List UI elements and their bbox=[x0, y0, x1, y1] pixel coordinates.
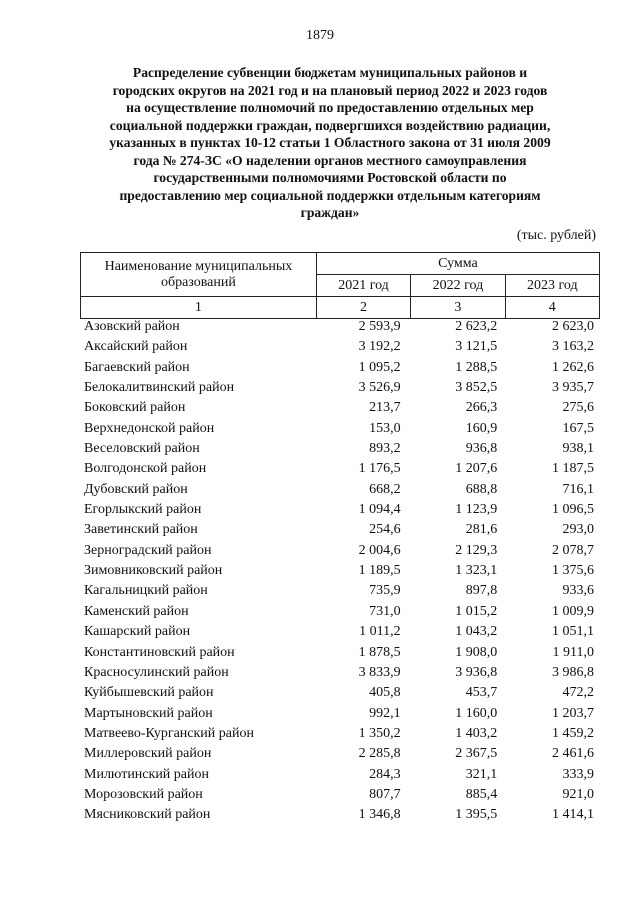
row-name-cell: Мясниковский район bbox=[84, 807, 211, 823]
column-header-sum: Сумма bbox=[316, 253, 599, 275]
column-header-2021: 2021 год bbox=[316, 275, 410, 297]
value-2022-cell: 1 207,6 bbox=[455, 461, 498, 477]
row-name-cell: Красносулинский район bbox=[84, 664, 229, 680]
row-name-cell: Матвеево-Курганский район bbox=[84, 725, 254, 741]
data-table bbox=[80, 317, 600, 826]
row-name-cell: Зерноградский район bbox=[84, 542, 212, 558]
row-name-cell: Дубовский район bbox=[84, 481, 188, 497]
row-name-cell: Егорлыкский район bbox=[84, 502, 202, 518]
value-2021-cell: 1 176,5 bbox=[358, 461, 401, 477]
value-2023-cell: 472,2 bbox=[562, 685, 594, 701]
value-2022-cell: 2 623,2 bbox=[455, 319, 498, 334]
value-2021-cell: 284,3 bbox=[369, 766, 401, 782]
table-row bbox=[80, 419, 600, 439]
value-2023-cell: 2 461,6 bbox=[552, 746, 594, 762]
row-name-cell: Кагальницкий район bbox=[84, 583, 208, 599]
value-2022-cell: 160,9 bbox=[465, 420, 498, 436]
value-2022-cell: 1 403,2 bbox=[455, 725, 498, 741]
value-2021-cell: 2 004,6 bbox=[358, 542, 401, 558]
value-2021-cell: 1 346,8 bbox=[358, 807, 401, 823]
table-row bbox=[80, 337, 600, 357]
row-name-cell: Боковский район bbox=[84, 400, 186, 416]
table-row bbox=[80, 805, 600, 825]
value-2022-cell: 1 015,2 bbox=[455, 603, 498, 619]
value-2021-cell: 1 011,2 bbox=[359, 624, 401, 640]
value-2023-cell: 1 414,1 bbox=[552, 807, 594, 823]
column-number: 2 bbox=[316, 297, 410, 319]
value-2022-cell: 1 160,0 bbox=[455, 705, 498, 721]
value-2022-cell: 1 043,2 bbox=[455, 624, 498, 640]
table-row bbox=[80, 541, 600, 561]
value-2023-cell: 1 262,6 bbox=[552, 359, 594, 375]
column-header-name: Наименование муниципальных образований bbox=[81, 253, 317, 297]
page-number: 1879 bbox=[306, 28, 334, 43]
row-name-cell: Морозовский район bbox=[84, 786, 203, 802]
value-2021-cell: 1 878,5 bbox=[358, 644, 401, 660]
table-row bbox=[80, 663, 600, 683]
table-row bbox=[80, 683, 600, 703]
value-2023-cell: 1 051,1 bbox=[552, 624, 594, 640]
value-2022-cell: 1 908,0 bbox=[455, 644, 498, 660]
table-row bbox=[80, 561, 600, 581]
value-2023-cell: 3 163,2 bbox=[552, 339, 594, 355]
value-2022-cell: 321,1 bbox=[465, 766, 498, 782]
value-2021-cell: 807,7 bbox=[369, 786, 401, 802]
value-2022-cell: 453,7 bbox=[465, 685, 498, 701]
column-number: 1 bbox=[81, 297, 317, 319]
value-2023-cell: 1 096,5 bbox=[552, 502, 594, 518]
value-2022-cell: 897,8 bbox=[465, 583, 498, 599]
title-line: городских округов на 2021 год и на плановый период 2022 и 2023 годов bbox=[112, 82, 548, 98]
value-2023-cell: 293,0 bbox=[562, 522, 594, 538]
value-2022-cell: 281,6 bbox=[465, 522, 498, 538]
table-row bbox=[80, 480, 600, 500]
table-row bbox=[80, 622, 600, 642]
title-line: на осуществление полномочий по предоставлению отдельных мер bbox=[126, 100, 534, 115]
value-2023-cell: 921,0 bbox=[562, 786, 594, 802]
value-2023-cell: 1 375,6 bbox=[552, 563, 594, 579]
value-2023-cell: 938,1 bbox=[562, 441, 594, 457]
value-2023-cell: 3 986,8 bbox=[552, 664, 594, 680]
value-2022-cell: 266,3 bbox=[465, 400, 498, 416]
row-name-cell: Верхнедонской район bbox=[84, 420, 215, 436]
value-2023-cell: 2 623,0 bbox=[552, 319, 594, 334]
value-2022-cell: 936,8 bbox=[465, 441, 498, 457]
value-2023-cell: 167,5 bbox=[562, 420, 594, 436]
table-row bbox=[80, 704, 600, 724]
value-2022-cell: 688,8 bbox=[465, 481, 498, 497]
value-2021-cell: 735,9 bbox=[369, 583, 401, 599]
value-2022-cell: 1 288,5 bbox=[455, 359, 498, 375]
value-2023-cell: 333,9 bbox=[562, 766, 594, 782]
table-row bbox=[80, 785, 600, 805]
table-row bbox=[80, 398, 600, 418]
document-title bbox=[95, 64, 565, 222]
row-name-cell: Кашарский район bbox=[84, 624, 191, 640]
value-2023-cell: 1 187,5 bbox=[552, 461, 594, 477]
row-name-cell: Аксайский район bbox=[84, 339, 188, 355]
row-name-cell: Зимовниковский район bbox=[84, 563, 223, 579]
value-2021-cell: 992,1 bbox=[369, 705, 401, 721]
row-name-cell: Миллеровский район bbox=[84, 746, 212, 762]
value-2022-cell: 3 121,5 bbox=[455, 339, 498, 355]
table-row bbox=[80, 500, 600, 520]
row-name-cell: Куйбышевский район bbox=[84, 685, 214, 701]
column-header-2023: 2023 год bbox=[505, 275, 599, 297]
row-name-cell: Белокалитвинский район bbox=[84, 380, 235, 396]
value-2023-cell: 3 935,7 bbox=[552, 380, 594, 396]
value-2021-cell: 2 593,9 bbox=[358, 319, 401, 334]
value-2021-cell: 153,0 bbox=[369, 420, 401, 436]
column-number: 4 bbox=[505, 297, 599, 319]
table-row bbox=[80, 602, 600, 622]
value-2023-cell: 275,6 bbox=[562, 400, 594, 416]
row-name-cell: Каменский район bbox=[84, 603, 189, 619]
units-label: (тыс. рублей) bbox=[516, 228, 596, 243]
column-number: 3 bbox=[411, 297, 505, 319]
row-name-cell: Веселовский район bbox=[84, 441, 200, 457]
value-2021-cell: 1 094,4 bbox=[358, 502, 401, 518]
title-line: указанных в пунктах 10-12 статьи 1 Областного закона от 31 июля 2009 bbox=[109, 135, 551, 150]
row-name-cell: Заветинский район bbox=[84, 522, 198, 538]
value-2023-cell: 1 009,9 bbox=[552, 603, 594, 619]
title-line: граждан» bbox=[300, 205, 360, 220]
row-name-cell: Константиновский район bbox=[84, 644, 235, 660]
value-2022-cell: 3 852,5 bbox=[455, 380, 498, 396]
table-row bbox=[80, 459, 600, 479]
value-2023-cell: 1 459,2 bbox=[552, 725, 594, 741]
value-2021-cell: 405,8 bbox=[369, 685, 401, 701]
value-2021-cell: 893,2 bbox=[369, 441, 401, 457]
value-2022-cell: 2 129,3 bbox=[455, 542, 498, 558]
value-2021-cell: 2 285,8 bbox=[358, 746, 401, 762]
value-2021-cell: 1 350,2 bbox=[358, 725, 401, 741]
title-line: Распределение субвенции бюджетам муниципальных районов и bbox=[132, 65, 528, 80]
table-row bbox=[80, 744, 600, 764]
value-2023-cell: 1 203,7 bbox=[552, 705, 594, 721]
table-row bbox=[80, 439, 600, 459]
value-2021-cell: 1 095,2 bbox=[358, 359, 401, 375]
table-row bbox=[80, 378, 600, 398]
title-line: года № 274-ЗС «О наделении органов местного самоуправления bbox=[133, 152, 527, 168]
value-2023-cell: 2 078,7 bbox=[552, 542, 594, 558]
table-row bbox=[80, 765, 600, 785]
table-row bbox=[80, 317, 600, 337]
value-2023-cell: 933,6 bbox=[562, 583, 594, 599]
value-2021-cell: 3 192,2 bbox=[358, 339, 401, 355]
table-row bbox=[80, 520, 600, 540]
value-2023-cell: 716,1 bbox=[562, 481, 594, 497]
value-2021-cell: 3 833,9 bbox=[358, 664, 401, 680]
value-2022-cell: 885,4 bbox=[465, 786, 498, 802]
value-2022-cell: 3 936,8 bbox=[455, 664, 498, 680]
table-header bbox=[80, 252, 600, 319]
value-2021-cell: 1 189,5 bbox=[358, 563, 401, 579]
value-2023-cell: 1 911,0 bbox=[552, 644, 594, 660]
column-header-2022: 2022 год bbox=[411, 275, 505, 297]
value-2021-cell: 3 526,9 bbox=[358, 380, 401, 396]
title-line: предоставлению мер социальной поддержки отдельным категориям bbox=[119, 187, 541, 203]
value-2022-cell: 1 323,1 bbox=[455, 563, 498, 579]
row-name-cell: Мартыновский район bbox=[84, 705, 213, 721]
value-2021-cell: 731,0 bbox=[369, 603, 401, 619]
table-row bbox=[80, 358, 600, 378]
title-line: социальной поддержки граждан, подвергшихся воздействию радиации, bbox=[109, 117, 551, 133]
value-2022-cell: 1 395,5 bbox=[455, 807, 498, 823]
value-2021-cell: 254,6 bbox=[369, 522, 401, 538]
value-2021-cell: 213,7 bbox=[369, 400, 401, 416]
table-row bbox=[80, 581, 600, 601]
row-name-cell: Волгодонской район bbox=[84, 461, 207, 477]
value-2022-cell: 2 367,5 bbox=[455, 746, 498, 762]
table-row bbox=[80, 724, 600, 744]
row-name-cell: Багаевский район bbox=[84, 359, 190, 375]
row-name-cell: Азовский район bbox=[84, 319, 180, 334]
title-line: государственными полномочиями Ростовской области по bbox=[153, 170, 507, 185]
row-name-cell: Милютинский район bbox=[84, 766, 210, 782]
value-2021-cell: 668,2 bbox=[369, 481, 401, 497]
table-row bbox=[80, 643, 600, 663]
value-2022-cell: 1 123,9 bbox=[455, 502, 498, 518]
